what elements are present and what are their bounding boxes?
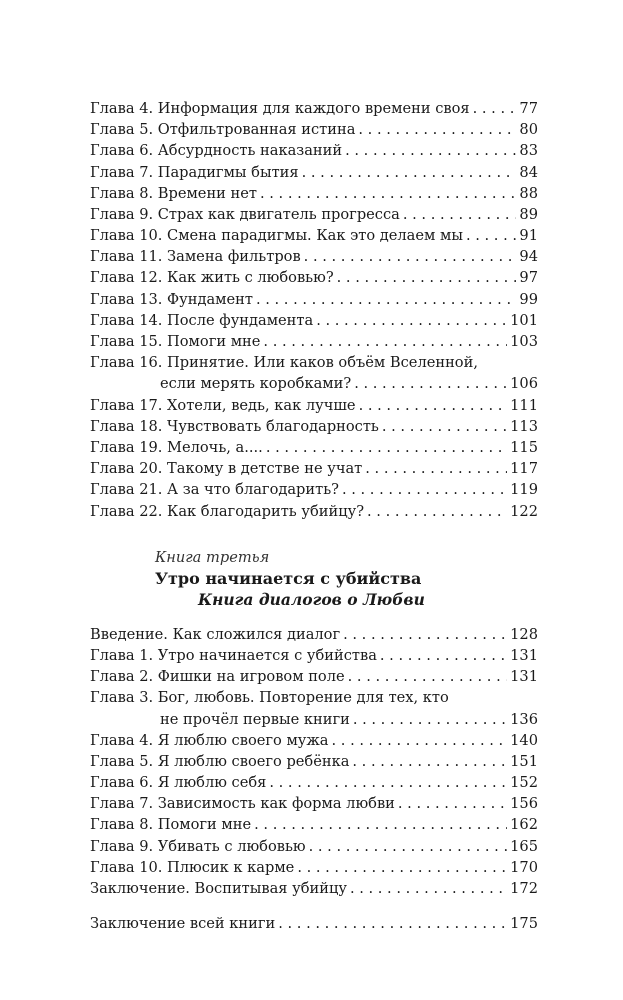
toc-entry-final: [90, 913, 538, 934]
entry-page: 119: [510, 481, 538, 499]
toc-entry: [90, 857, 538, 878]
leader-dots: [332, 730, 508, 751]
leader-dots: [348, 666, 508, 687]
entry-title: Глава 8. Времени нет: [90, 184, 257, 202]
entry-page: 131: [510, 668, 538, 686]
book-three-header: [90, 548, 538, 610]
entry-page: 83: [519, 142, 538, 160]
leader-dots: [309, 836, 508, 857]
toc-entry: [90, 751, 538, 772]
leader-dots: [269, 772, 507, 793]
entry-page: 117: [510, 460, 538, 478]
table-of-contents: [90, 98, 538, 934]
leader-dots: [398, 793, 507, 814]
leader-dots: [382, 416, 507, 437]
toc-entry: [90, 836, 538, 857]
entry-page: 170: [510, 858, 538, 876]
entry-page: 131: [510, 646, 538, 664]
leader-dots: [359, 395, 508, 416]
entry-page: 89: [519, 205, 538, 223]
book-title: Утро начинается с убийства: [155, 568, 422, 588]
leader-dots: [297, 857, 507, 878]
entry-title: Глава 22. Как благодарить убийцу?: [90, 502, 365, 520]
toc-entry: [90, 310, 538, 331]
entry-page: 77: [519, 99, 538, 117]
toc-entry: [90, 666, 538, 687]
entry-title: Глава 7. Зависимость как форма любви: [90, 795, 395, 813]
toc-entry: [90, 793, 538, 814]
entry-page: 84: [519, 163, 538, 181]
leader-dots: [352, 751, 507, 772]
leader-dots: [342, 479, 507, 500]
toc-entry: [90, 98, 538, 119]
entry-title: Глава 5. Отфильтрованная истина: [90, 121, 356, 139]
entry-page: 106: [510, 375, 538, 393]
toc-entry: [90, 416, 538, 437]
toc-entry: [90, 878, 538, 899]
leader-dots: [380, 645, 507, 666]
toc-entry: [90, 624, 538, 645]
entry-title: Глава 9. Убивать с любовью: [90, 837, 306, 855]
leader-dots: [304, 246, 517, 267]
entry-page: 156: [510, 795, 538, 813]
entry-title-continued: не прочёл первые книги: [160, 710, 350, 728]
entry-title: Глава 21. А за что благодарить?: [90, 481, 339, 499]
leader-dots: [256, 289, 516, 310]
toc-entry: [90, 479, 538, 500]
toc-entry: [90, 645, 538, 666]
entry-page: 94: [519, 248, 538, 266]
entry-page: 152: [510, 774, 538, 792]
leader-dots: [367, 501, 507, 522]
toc-entry: [90, 246, 538, 267]
entry-title: Глава 1. Утро начинается с убийства: [90, 646, 377, 664]
entry-title: Глава 17. Хотели, ведь, как лучше: [90, 396, 356, 414]
toc-entry: [90, 687, 538, 729]
toc-entry: [90, 815, 538, 836]
entry-title: Глава 13. Фундамент: [90, 290, 253, 308]
toc-entry: [90, 268, 538, 289]
entry-title-continued: если мерять коробками?: [160, 375, 352, 393]
toc-entry: [90, 772, 538, 793]
toc-entry: [90, 730, 538, 751]
leader-dots: [337, 267, 517, 288]
toc-entry: [90, 140, 538, 161]
entry-page: 91: [519, 227, 538, 245]
leader-dots: [473, 98, 517, 119]
entry-title: Глава 8. Помоги мне: [90, 816, 252, 834]
entry-page: 101: [510, 311, 538, 329]
toc-entry: [90, 437, 538, 458]
book-label: Книга третья: [155, 548, 270, 566]
toc-entry: [90, 289, 538, 310]
leader-dots: [365, 458, 507, 479]
entry-page: 151: [510, 752, 538, 770]
entry-title: Глава 11. Замена фильтров: [90, 248, 301, 266]
entry-title: Глава 16. Принятие. Или каков объём Вселенной,: [90, 354, 478, 372]
entry-title: Глава 12. Как жить с любовью?: [90, 269, 334, 287]
entry-page: 113: [510, 417, 538, 435]
entry-title: Глава 6. Абсурдность наказаний: [90, 142, 343, 160]
entry-page: 175: [510, 915, 538, 933]
book-subtitle: Книга диалогов о Любви: [198, 589, 425, 609]
entry-page: 80: [519, 121, 538, 139]
entry-page: 162: [510, 816, 538, 834]
leader-dots: [316, 310, 507, 331]
entry-page: 128: [510, 625, 538, 643]
entry-title: Введение. Как сложился диалог: [90, 625, 341, 643]
leader-dots: [343, 624, 507, 645]
entry-page: 97: [519, 269, 538, 287]
entry-page: 99: [519, 290, 538, 308]
entry-title: Глава 3. Бог, любовь. Повторение для тех, кто: [90, 689, 449, 707]
leader-dots: [403, 204, 517, 225]
leader-dots: [358, 119, 516, 140]
leader-dots: [353, 709, 507, 730]
toc-list-book-two: [90, 98, 538, 522]
toc-entry: [90, 183, 538, 204]
toc-entry: [90, 162, 538, 183]
entry-title: Глава 7. Парадигмы бытия: [90, 163, 299, 181]
entry-page: 103: [510, 333, 538, 351]
toc-list-book-three: [90, 624, 538, 899]
leader-dots: [278, 913, 507, 934]
entry-page: 88: [519, 184, 538, 202]
entry-title: Заключение всей книги: [90, 915, 276, 933]
entry-title: Глава 5. Я люблю своего ребёнка: [90, 752, 350, 770]
entry-page: 172: [510, 880, 538, 898]
leader-dots: [260, 183, 516, 204]
leader-dots: [350, 878, 507, 899]
toc-entry: [90, 225, 538, 246]
entry-page: 122: [510, 502, 538, 520]
toc-entry: [90, 458, 538, 479]
entry-page: 140: [510, 731, 538, 749]
entry-page: 115: [510, 439, 538, 457]
toc-entry: [90, 352, 538, 394]
entry-title: Глава 10. Смена парадигмы. Как это делаем мы: [90, 227, 463, 245]
entry-title: Глава 18. Чувствовать благодарность: [90, 417, 379, 435]
entry-title: Глава 15. Помоги мне: [90, 333, 261, 351]
entry-title: Глава 14. После фундамента: [90, 311, 314, 329]
leader-dots: [466, 225, 516, 246]
entry-title: Заключение. Воспитывая убийцу: [90, 880, 347, 898]
toc-entry: [90, 119, 538, 140]
entry-page: 111: [510, 396, 538, 414]
entry-page: 165: [510, 837, 538, 855]
entry-title: Глава 10. Плюсик к карме: [90, 858, 295, 876]
entry-title: Глава 4. Информация для каждого времени своя: [90, 99, 470, 117]
toc-entry: [90, 204, 538, 225]
entry-title: Глава 2. Фишки на игровом поле: [90, 668, 345, 686]
leader-dots: [266, 437, 507, 458]
toc-entry: [90, 331, 538, 352]
leader-dots: [263, 331, 507, 352]
toc-entry: [90, 501, 538, 522]
entry-title: Глава 9. Страх как двигатель прогресса: [90, 205, 400, 223]
entry-title: Глава 19. Мелочь, а....: [90, 439, 263, 457]
entry-title: Глава 6. Я люблю себя: [90, 774, 267, 792]
entry-title: Глава 20. Такому в детстве не учат: [90, 460, 363, 478]
entry-page: 136: [510, 710, 538, 728]
entry-title: Глава 4. Я люблю своего мужа: [90, 731, 329, 749]
toc-entry: [90, 395, 538, 416]
leader-dots: [345, 140, 516, 161]
leader-dots: [302, 162, 517, 183]
leader-dots: [354, 373, 507, 394]
leader-dots: [254, 814, 507, 835]
